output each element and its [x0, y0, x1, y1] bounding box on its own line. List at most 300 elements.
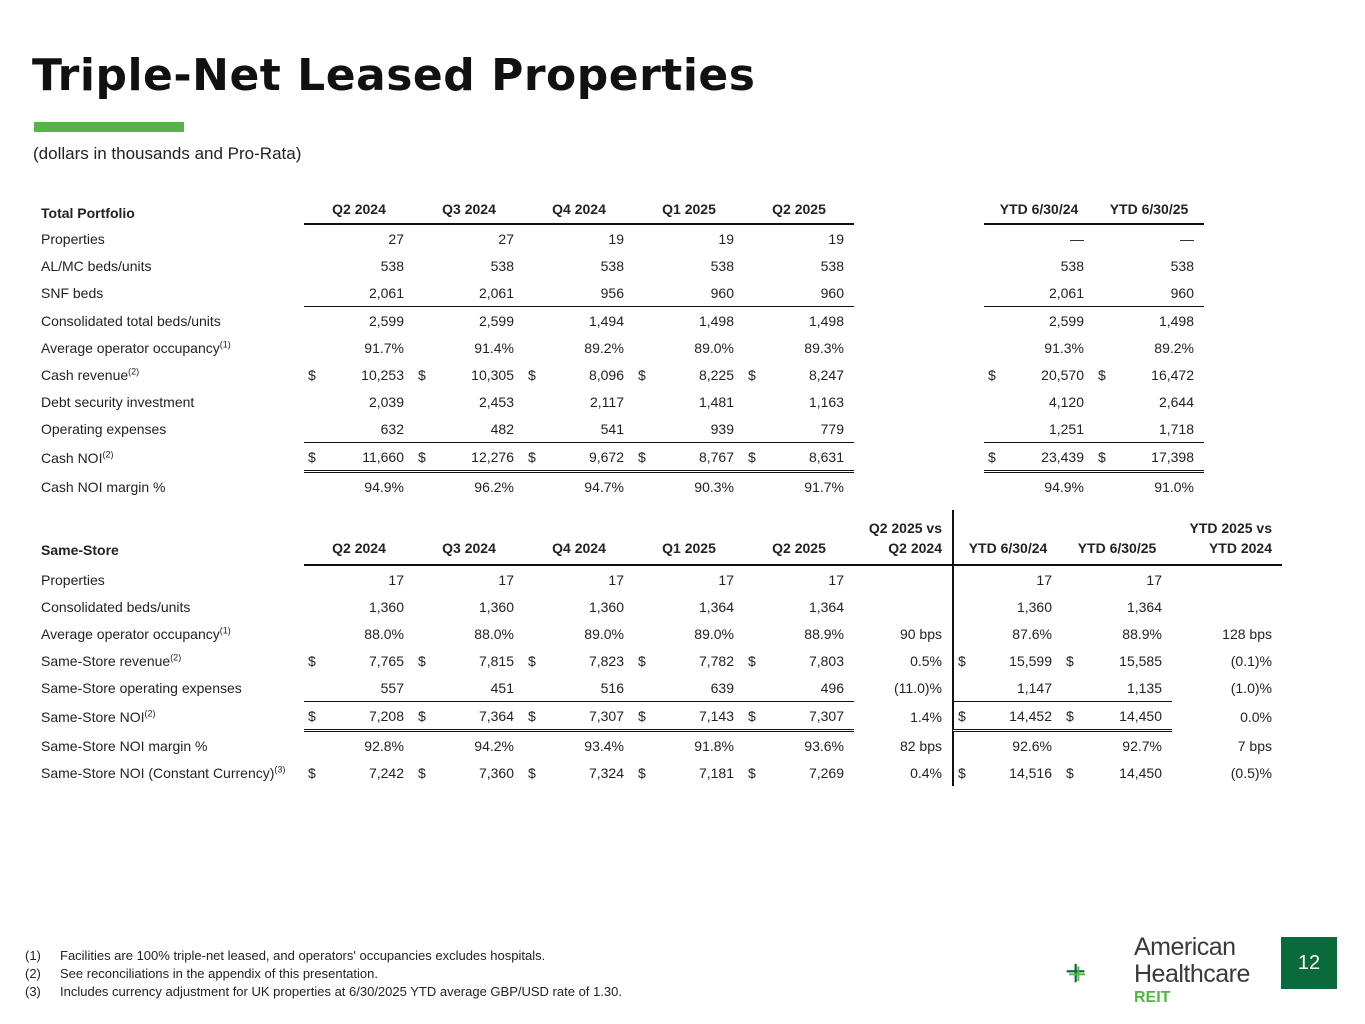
currency-symbol: $ [748, 366, 756, 383]
column-header: Q4 2024 [524, 185, 634, 225]
currency-symbol [744, 307, 764, 334]
currency-symbol [634, 566, 654, 593]
footnote-ref: (1) [219, 338, 231, 349]
value-cell: 14,516 [1009, 764, 1052, 781]
currency-symbol [634, 674, 654, 702]
value-cell: 19 [608, 230, 624, 247]
currency-symbol [524, 732, 544, 759]
value-cell: — [1180, 230, 1194, 247]
value-cell: 17 [1146, 571, 1162, 588]
currency-symbol [1094, 279, 1114, 307]
value-cell: 1,163 [808, 393, 844, 410]
currency-symbol: $ [748, 652, 756, 669]
currency-symbol: $ [952, 759, 972, 786]
table-row [36, 252, 1204, 279]
value-cell: 1,251 [1004, 415, 1094, 443]
same-store-table [36, 510, 1282, 786]
change-cell: 0.5% [910, 652, 942, 669]
value-cell: 91.7% [364, 339, 404, 356]
currency-symbol [984, 279, 1004, 307]
column-header: YTD 6/30/24 [984, 185, 1094, 225]
currency-symbol: $ [952, 702, 972, 732]
value-cell: 1,360 [1016, 598, 1052, 615]
currency-symbol [952, 674, 972, 702]
value-cell: 93.6% [804, 737, 844, 754]
currency-symbol [744, 732, 764, 759]
footnote [25, 964, 622, 982]
currency-symbol [524, 225, 544, 252]
value-cell: 88.0% [474, 625, 514, 642]
currency-symbol [984, 307, 1004, 334]
column-header: YTD 6/30/25 [1062, 510, 1172, 566]
value-cell: 2,117 [590, 393, 624, 410]
spacer [854, 252, 984, 279]
currency-symbol: $ [418, 366, 426, 383]
spacer [854, 307, 984, 334]
page-number: 12 [1281, 937, 1337, 989]
table-row [36, 732, 1282, 759]
change-cell: 0.4% [910, 764, 942, 781]
currency-symbol: $ [744, 443, 764, 473]
value-cell: 2,644 [1158, 393, 1194, 410]
ytd-change-cell: (1.0)% [1230, 680, 1272, 696]
table-heading: Same-Store [41, 542, 119, 558]
currency-symbol: $ [524, 702, 544, 732]
spacer [854, 361, 984, 388]
value-cell: 17,398 [1114, 443, 1204, 473]
change-header-line-1: Q2 2025 vs [868, 520, 942, 536]
currency-symbol [304, 593, 324, 620]
row-label-text: Average operator occupancy [41, 339, 220, 356]
value-cell: 7,143 [654, 702, 744, 732]
spacer [854, 443, 984, 473]
table-row [36, 593, 1282, 620]
value-cell: 2,599 [1048, 312, 1084, 329]
column-header: Q2 2024 [304, 185, 414, 225]
value-cell: 1,360 [368, 598, 404, 615]
currency-symbol: $ [308, 652, 316, 669]
currency-symbol [414, 473, 434, 500]
currency-symbol: $ [418, 764, 426, 781]
value-cell: 91.4% [474, 339, 514, 356]
currency-symbol: $ [638, 764, 646, 781]
currency-symbol [414, 620, 434, 647]
currency-symbol [634, 279, 654, 307]
table-row [36, 674, 1282, 702]
value-cell: 541 [544, 415, 634, 443]
value-cell: 1,360 [588, 598, 624, 615]
row-label [36, 225, 304, 252]
currency-symbol: $ [528, 366, 536, 383]
currency-symbol [1094, 388, 1114, 415]
value-cell: 538 [710, 257, 734, 274]
value-cell: 1,135 [1082, 674, 1172, 702]
footnote-ref: (1) [219, 624, 231, 635]
currency-symbol [952, 566, 972, 593]
currency-symbol [304, 252, 324, 279]
column-header: Q2 2025 [744, 185, 854, 225]
value-cell: 7,269 [808, 764, 844, 781]
value-cell: 516 [544, 674, 634, 702]
value-cell: 2,039 [368, 393, 404, 410]
change-cell [854, 593, 952, 620]
currency-symbol [1062, 593, 1082, 620]
currency-symbol [304, 415, 324, 443]
value-cell: 88.0% [364, 625, 404, 642]
currency-symbol [634, 252, 654, 279]
currency-symbol [952, 593, 972, 620]
column-header: Q4 2024 [524, 510, 634, 566]
footnote-number: (3) [25, 983, 41, 999]
footnotes [25, 946, 622, 1000]
value-cell: 19 [828, 230, 844, 247]
currency-symbol: $ [308, 764, 316, 781]
value-cell: 92.6% [1012, 737, 1052, 754]
currency-symbol [1062, 732, 1082, 759]
currency-symbol [1094, 415, 1114, 443]
spacer [854, 388, 984, 415]
table-row [36, 702, 1282, 732]
column-header-ytd-change [1172, 510, 1282, 566]
value-cell: 2,599 [368, 312, 404, 329]
value-cell: 19 [718, 230, 734, 247]
currency-symbol [304, 307, 324, 334]
footnote-ref: (2) [102, 449, 114, 460]
currency-symbol: $ [988, 366, 996, 383]
column-header-change [854, 510, 952, 566]
row-label [36, 361, 304, 388]
currency-symbol [634, 473, 654, 500]
row-label-text: Properties [41, 571, 105, 588]
value-cell: 4,120 [1048, 393, 1084, 410]
spacer [854, 415, 984, 443]
brand-logo [1134, 934, 1250, 1008]
header-row [36, 510, 1282, 566]
value-cell: 7,823 [588, 652, 624, 669]
column-header: Q2 2025 [744, 510, 854, 566]
row-label-text: Same-Store NOI (Constant Currency) [41, 764, 275, 781]
value-cell: 2,453 [478, 393, 514, 410]
currency-symbol [524, 388, 544, 415]
currency-symbol [952, 620, 972, 647]
change-cell: 1.4% [910, 709, 942, 725]
footnote-ref: (2) [128, 365, 140, 376]
value-cell: 1,481 [698, 393, 734, 410]
ytd-change-cell: (0.1)% [1230, 652, 1272, 669]
value-cell: 7,307 [544, 702, 634, 732]
value-cell: 89.2% [1154, 339, 1194, 356]
spacer [854, 334, 984, 361]
currency-symbol [414, 593, 434, 620]
currency-symbol: $ [1062, 702, 1082, 732]
footnote-number: (2) [25, 965, 41, 981]
table-heading: Total Portfolio [41, 205, 135, 221]
total-portfolio-table [36, 185, 1204, 500]
currency-symbol [414, 252, 434, 279]
currency-symbol [524, 334, 544, 361]
change-cell: (11.0)% [894, 680, 942, 696]
currency-symbol [414, 732, 434, 759]
currency-symbol [304, 620, 324, 647]
currency-symbol [744, 415, 764, 443]
column-header: Q1 2025 [634, 510, 744, 566]
row-label [36, 732, 304, 759]
currency-symbol [634, 307, 654, 334]
currency-symbol: $ [638, 652, 646, 669]
value-cell: 17 [498, 571, 514, 588]
value-cell: 1,498 [698, 312, 734, 329]
row-label [36, 334, 304, 361]
currency-symbol [1094, 307, 1114, 334]
value-cell: 7,208 [324, 702, 414, 732]
currency-symbol [524, 415, 544, 443]
value-cell: 1,364 [698, 598, 734, 615]
spacer [854, 225, 984, 252]
row-label-text: Same-Store NOI margin % [41, 737, 208, 754]
value-cell: 17 [1036, 571, 1052, 588]
row-label [36, 759, 304, 786]
currency-symbol: $ [952, 647, 972, 674]
value-cell: 1,360 [478, 598, 514, 615]
value-cell: 960 [654, 279, 744, 307]
currency-symbol [414, 415, 434, 443]
spacer [854, 473, 984, 500]
currency-symbol [744, 674, 764, 702]
value-cell: 91.8% [694, 737, 734, 754]
currency-symbol: $ [634, 443, 654, 473]
column-header: Q3 2024 [414, 185, 524, 225]
currency-symbol [984, 415, 1004, 443]
row-label-text: Cash revenue [41, 366, 129, 383]
currency-symbol: $ [1066, 652, 1074, 669]
currency-symbol [524, 252, 544, 279]
title-accent-bar [34, 122, 184, 132]
value-cell: — [1070, 230, 1084, 247]
row-label [36, 702, 304, 732]
value-cell: 92.7% [1122, 737, 1162, 754]
column-header: Q3 2024 [414, 510, 524, 566]
ytd-change-cell: 0.0% [1240, 709, 1272, 725]
currency-symbol [984, 225, 1004, 252]
table-row [36, 361, 1204, 388]
value-cell: 20,570 [1041, 366, 1084, 383]
value-cell: 956 [544, 279, 634, 307]
value-cell: 17 [608, 571, 624, 588]
currency-symbol [634, 415, 654, 443]
currency-symbol [984, 473, 1004, 500]
table-row [36, 225, 1204, 252]
currency-symbol [414, 279, 434, 307]
currency-symbol [304, 473, 324, 500]
value-cell: 1,498 [1158, 312, 1194, 329]
value-cell: 7,360 [478, 764, 514, 781]
value-cell: 538 [380, 257, 404, 274]
currency-symbol [524, 473, 544, 500]
row-label-text: Average operator occupancy [41, 625, 220, 642]
row-label [36, 415, 304, 443]
row-label-text: Operating expenses [41, 421, 167, 437]
value-cell: 8,767 [654, 443, 744, 473]
currency-symbol [304, 225, 324, 252]
value-cell: 1,718 [1114, 415, 1204, 443]
row-label-text: Same-Store operating expenses [41, 680, 242, 696]
row-label [36, 252, 304, 279]
value-cell: 17 [388, 571, 404, 588]
currency-symbol [414, 334, 434, 361]
currency-symbol [304, 732, 324, 759]
currency-symbol [1062, 674, 1082, 702]
row-label [36, 620, 304, 647]
currency-symbol [634, 620, 654, 647]
table-row [36, 334, 1204, 361]
column-header: YTD 6/30/24 [952, 510, 1062, 566]
ytd-change-cell [1172, 593, 1282, 620]
value-cell: 94.9% [1044, 478, 1084, 495]
currency-symbol: $ [304, 702, 324, 732]
currency-symbol [524, 279, 544, 307]
currency-symbol [984, 388, 1004, 415]
row-label [36, 443, 304, 473]
currency-symbol: $ [638, 366, 646, 383]
page-title: Triple-Net Leased Properties [32, 50, 756, 101]
currency-symbol: $ [414, 443, 434, 473]
ytd-change-cell: 128 bps [1222, 625, 1272, 642]
row-label [36, 307, 304, 334]
currency-symbol [744, 620, 764, 647]
value-cell: 451 [434, 674, 524, 702]
footnote [25, 946, 622, 964]
value-cell: 12,276 [434, 443, 524, 473]
value-cell: 8,096 [588, 366, 624, 383]
value-cell: 15,585 [1119, 652, 1162, 669]
currency-symbol [634, 225, 654, 252]
value-cell: 91.3% [1044, 339, 1084, 356]
currency-symbol: $ [634, 702, 654, 732]
value-cell: 27 [498, 230, 514, 247]
value-cell: 2,061 [1004, 279, 1094, 307]
currency-symbol [304, 388, 324, 415]
footnote-text: See reconciliations in the appendix of this presentation. [60, 965, 378, 981]
value-cell: 2,599 [478, 312, 514, 329]
footnote-ref: (3) [274, 763, 286, 774]
value-cell: 8,631 [764, 443, 854, 473]
currency-symbol [524, 307, 544, 334]
value-cell: 9,672 [544, 443, 634, 473]
value-cell: 960 [1114, 279, 1204, 307]
row-label [36, 647, 304, 674]
currency-symbol [744, 473, 764, 500]
ytd-change-cell: (0.5)% [1230, 764, 1272, 781]
value-cell: 8,247 [808, 366, 844, 383]
currency-symbol [634, 388, 654, 415]
footnote-ref: (2) [170, 651, 182, 662]
row-label-text: Same-Store NOI [41, 709, 145, 725]
currency-symbol [744, 566, 764, 593]
row-label-text: AL/MC beds/units [41, 257, 152, 274]
row-label [36, 388, 304, 415]
change-header-line-2: Q2 2024 [888, 540, 942, 556]
currency-symbol [1094, 225, 1114, 252]
currency-symbol [1094, 334, 1114, 361]
value-cell: 7,364 [434, 702, 524, 732]
spacer [854, 185, 984, 225]
value-cell: 94.2% [474, 737, 514, 754]
footnote [25, 982, 622, 1000]
currency-symbol: $ [748, 764, 756, 781]
value-cell: 27 [388, 230, 404, 247]
currency-symbol: $ [418, 652, 426, 669]
value-cell: 8,225 [698, 366, 734, 383]
row-label-text: Consolidated beds/units [41, 598, 191, 615]
value-cell: 538 [490, 257, 514, 274]
value-cell: 89.0% [584, 625, 624, 642]
currency-symbol [1062, 566, 1082, 593]
currency-symbol: $ [304, 443, 324, 473]
value-cell: 89.0% [694, 625, 734, 642]
row-label-text: Same-Store revenue [41, 652, 171, 669]
row-label [36, 674, 304, 702]
currency-symbol [414, 674, 434, 702]
currency-symbol [744, 388, 764, 415]
value-cell: 2,061 [434, 279, 524, 307]
currency-symbol [744, 225, 764, 252]
currency-symbol [414, 566, 434, 593]
ytd-change-header-line-2: YTD 2024 [1208, 540, 1272, 556]
currency-symbol [1094, 252, 1114, 279]
value-cell: 538 [1060, 257, 1084, 274]
currency-symbol: $ [984, 443, 1004, 473]
value-cell: 10,305 [471, 366, 514, 383]
row-label [36, 279, 304, 307]
currency-symbol [744, 279, 764, 307]
currency-symbol [744, 334, 764, 361]
value-cell: 10,253 [361, 366, 404, 383]
column-header: Q2 2024 [304, 510, 414, 566]
value-cell: 1,147 [972, 674, 1062, 702]
value-cell: 960 [764, 279, 854, 307]
currency-symbol [304, 334, 324, 361]
value-cell: 88.9% [804, 625, 844, 642]
change-cell [854, 566, 952, 593]
value-cell: 17 [828, 571, 844, 588]
currency-symbol [304, 674, 324, 702]
value-cell: 538 [600, 257, 624, 274]
currency-symbol: $ [1094, 443, 1114, 473]
value-cell: 87.6% [1012, 625, 1052, 642]
ytd-change-cell: 7 bps [1237, 737, 1272, 754]
currency-symbol [634, 593, 654, 620]
value-cell: 538 [1170, 257, 1194, 274]
change-cell: 90 bps [899, 625, 942, 642]
table-row [36, 443, 1204, 473]
table-row [36, 415, 1204, 443]
spacer [854, 279, 984, 307]
value-cell: 1,364 [1126, 598, 1162, 615]
currency-symbol [524, 674, 544, 702]
value-cell: 639 [654, 674, 744, 702]
table-row [36, 473, 1204, 500]
value-cell: 1,498 [808, 312, 844, 329]
value-cell: 91.7% [804, 478, 844, 495]
table-row [36, 620, 1282, 647]
value-cell: 11,660 [324, 443, 414, 473]
table-row [36, 307, 1204, 334]
currency-symbol [524, 593, 544, 620]
value-cell: 89.3% [804, 339, 844, 356]
row-label-text: Consolidated total beds/units [41, 312, 221, 329]
value-cell: 93.4% [584, 737, 624, 754]
value-cell: 939 [654, 415, 744, 443]
